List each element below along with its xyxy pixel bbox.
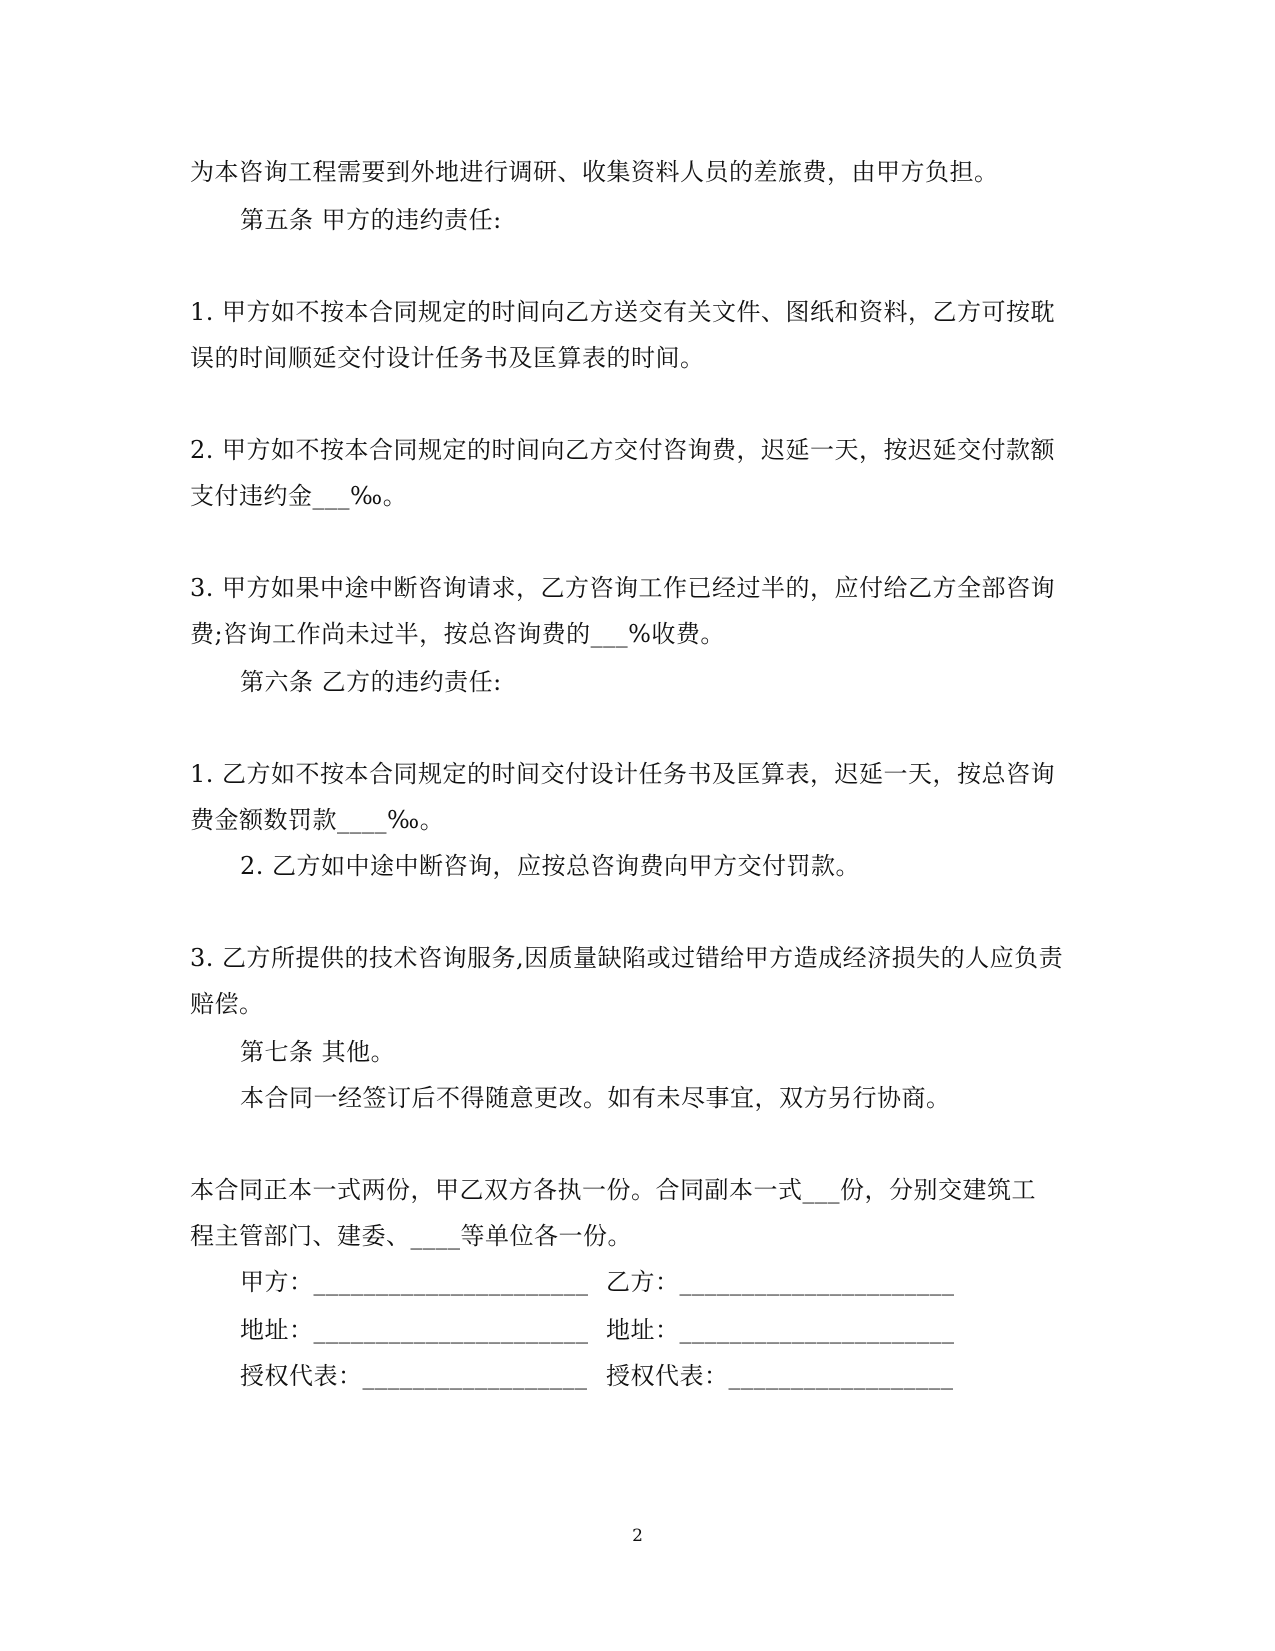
paragraph-line: 费金额数罚款____‰。 [190,806,445,834]
paragraph-line: 支付违约金___‰。 [190,482,408,510]
paragraph-line: 3. 甲方如果中途中断咨询请求，乙方咨询工作已经过半的，应付给乙方全部咨询 [190,574,1056,602]
paragraph-line: 3. 乙方所提供的技术咨询服务,因质量缺陷或过错给甲方造成经济损失的人应负责 [190,944,1064,972]
page-number: 2 [632,1526,643,1546]
paragraph-line: 程主管部门、建委、____等单位各一份。 [190,1222,632,1250]
party-b-representative-line: 授权代表：__________________ [606,1362,954,1390]
paragraph-line: 为本咨询工程需要到外地进行调研、收集资料人员的差旅费，由甲方负担。 [190,158,999,186]
paragraph-line: 费;咨询工作尚未过半，按总咨询费的___%收费。 [190,620,725,648]
party-a-address-line: 地址：______________________ [240,1316,589,1344]
article-heading: 第七条 其他。 [240,1038,396,1066]
article-heading: 第五条 甲方的违约责任: [240,206,502,234]
paragraph-line: 本合同一经签订后不得随意更改。如有未尽事宜，双方另行协商。 [240,1084,951,1112]
party-b-address-line: 地址：______________________ [606,1316,955,1344]
paragraph-line: 2. 甲方如不按本合同规定的时间向乙方交付咨询费，迟延一天，按迟延交付款额 [190,436,1056,464]
paragraph-line: 误的时间顺延交付设计任务书及匡算表的时间。 [190,344,705,372]
paragraph-line: 赔偿。 [190,990,264,1018]
party-b-signature-line: 乙方：______________________ [606,1268,955,1296]
paragraph-line: 1. 乙方如不按本合同规定的时间交付设计任务书及匡算表，迟延一天，按总咨询 [190,760,1056,788]
paragraph-line: 2. 乙方如中途中断咨询，应按总咨询费向甲方交付罚款。 [240,852,861,880]
paragraph-line: 1. 甲方如不按本合同规定的时间向乙方送交有关文件、图纸和资料，乙方可按耽 [190,298,1056,326]
party-a-representative-line: 授权代表：__________________ [240,1362,588,1390]
party-a-signature-line: 甲方：______________________ [240,1268,589,1296]
article-heading: 第六条 乙方的违约责任: [240,668,502,696]
paragraph-line: 本合同正本一式两份，甲乙双方各执一份。合同副本一式___份，分别交建筑工 [190,1176,1036,1204]
